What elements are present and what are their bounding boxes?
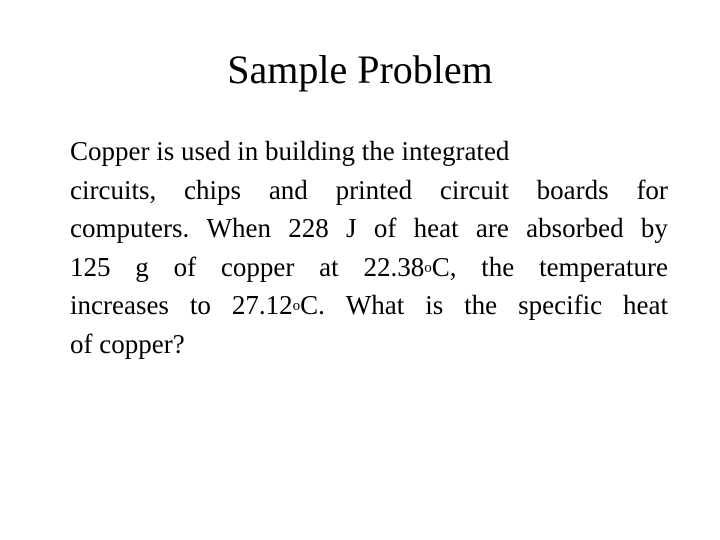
word: J [346,213,357,243]
word: When [206,213,271,243]
temperature-value: 22.38 [363,251,425,282]
word: by [640,213,668,243]
word: printed [335,174,413,205]
word: for [636,174,668,205]
word: absorbed [526,213,624,243]
word: at [319,251,339,282]
word: circuits, [70,174,157,205]
problem-line-2 [70,171,668,210]
slide-title: Sample Problem [227,47,493,92]
degree-symbol: o [292,298,301,314]
word: boards [536,174,609,205]
word: heat [413,213,459,243]
word: are [475,213,509,243]
word: of [173,251,197,282]
word: 125 [70,251,111,282]
temperature-unit: C. [300,290,325,320]
word: is [425,290,444,320]
word: What [345,290,405,320]
word: of [373,213,397,243]
word: computers. [70,213,190,243]
problem-line-3 [70,209,668,248]
word: the [481,251,515,282]
temperature-value: 27.12 [231,290,293,320]
word: heat [623,290,668,320]
word: to [189,290,211,320]
word: specific [518,290,603,320]
word: temperature [539,251,668,282]
problem-line-1: Copper is used in building the integrated [70,136,510,166]
word: copper [220,251,295,282]
word: 228 [288,213,329,243]
temperature-unit: C, [431,251,457,282]
word: g [135,251,149,282]
word: increases [70,290,169,320]
word: chips [184,174,242,205]
initial-temperature [363,248,456,287]
degree-symbol: o [424,259,432,276]
word: and [268,174,308,205]
word: circuit [439,174,509,205]
final-temperature [232,286,325,325]
word: the [464,290,498,320]
problem-line-4 [70,248,668,287]
problem-line-6: of copper? [70,328,185,359]
problem-text [70,132,668,363]
problem-line-5 [70,286,668,325]
